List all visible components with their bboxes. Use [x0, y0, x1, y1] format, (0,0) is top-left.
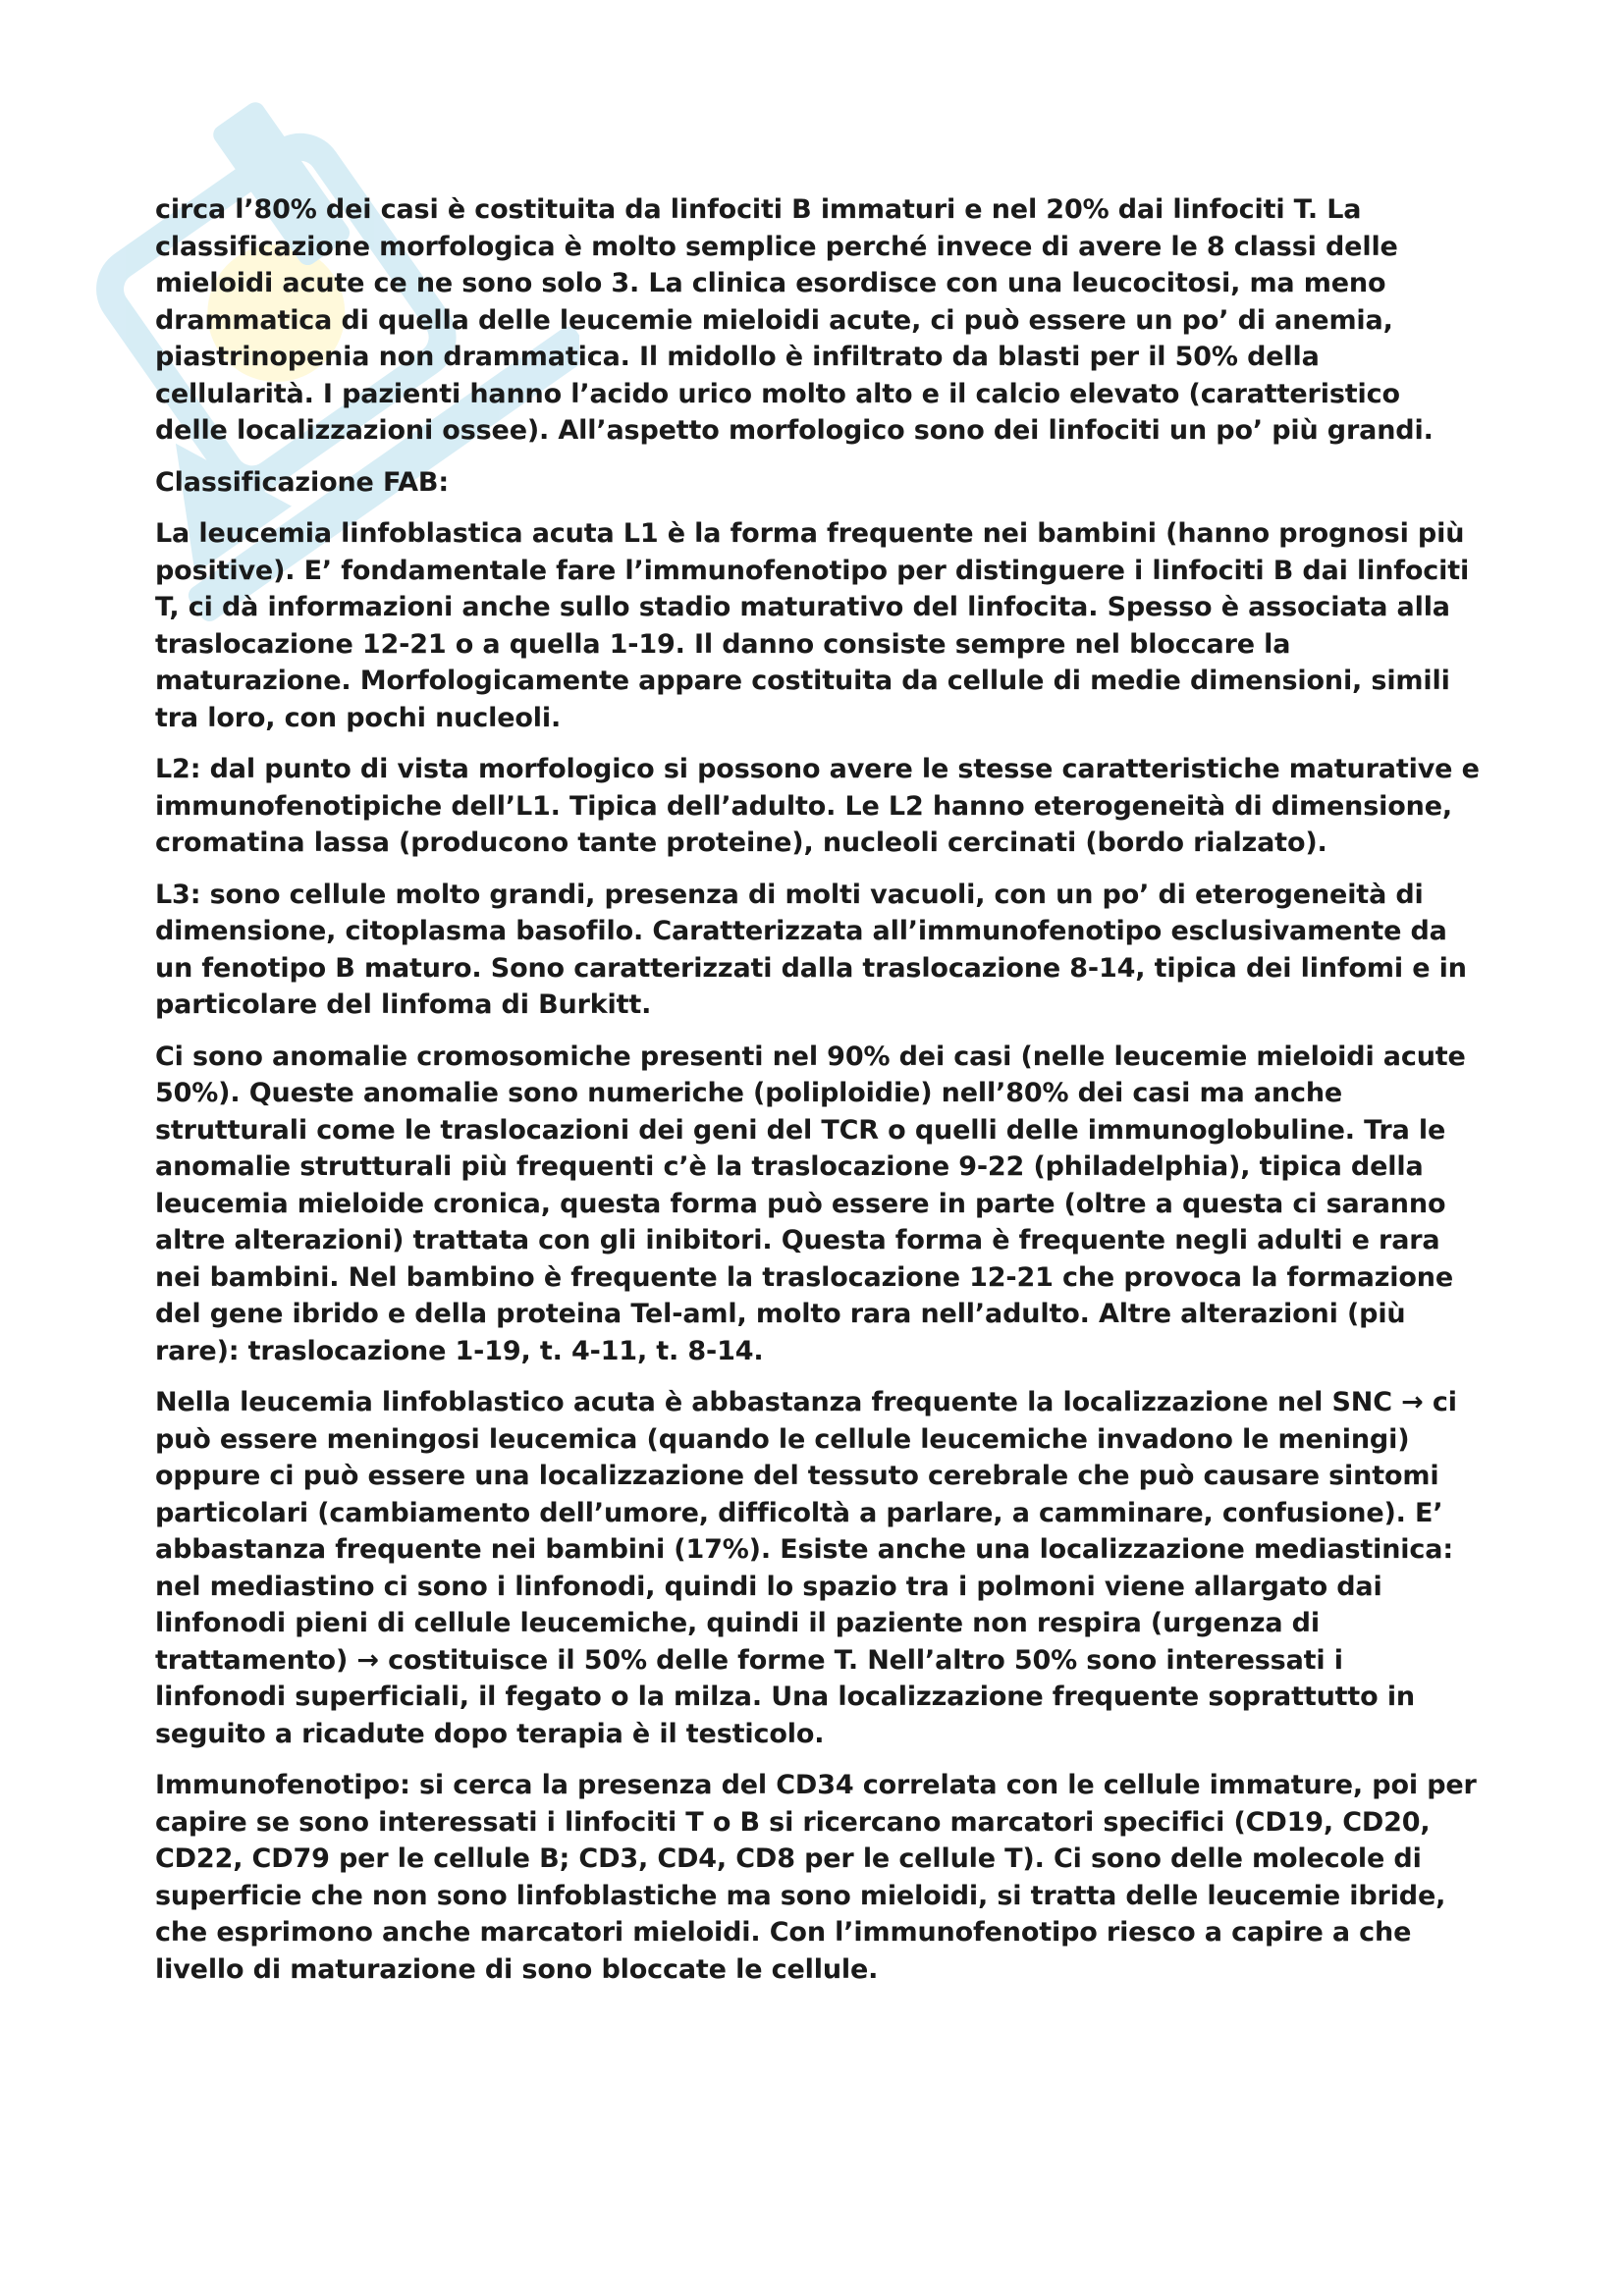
paragraph-fab-heading: Classificazione FAB: [155, 466, 449, 498]
paragraph-localization: Nella leucemia linfoblastico acuta è abbastanza frequente la localizzazione nel SNC → ci può essere meningosi leucemica (quando le cellule leucemiche invadono le meningi) oppure ci può essere una localizzazione del tessuto cerebrale che può causare sintomi particolari (cambiamento dell’umore, difficoltà a parlare, a camminare, confusione). E’ abbastanza frequente nei bambini (17%). Esiste anche una localizzazione mediastinica: nel mediastino ci sono i linfonodi, quindi lo spazio tra i polmoni viene allargato dai linfonodi pieni di cellule leucemiche, quindi il paziente non respira (urgenza di trattamento) → costituisce il 50% delle forme T. Nell’altro 50% sono interessati i linfonodi superficiali, il fegato o la milza. Una localizzazione frequente soprattutto in seguito a ricadute dopo terapia è il testicolo. [155, 1387, 1457, 1749]
paragraph-l1: La leucemia linfoblastica acuta L1 è la forma frequente nei bambini (hanno prognosi più positive). E’ fondamentale fare l’immunofenotipo per distinguere i linfociti B dai linfociti T, ci dà informazioni anche sullo stadio maturativo del linfocita. Spesso è associata alla traslocazione 12-21 o a quella 1-19. Il danno consiste sempre nel bloccare la maturazione. Morfologicamente appare costituita da cellule di medie dimensioni, simili tra loro, con pochi nucleoli. [155, 518, 1470, 733]
document-body [155, 191, 1481, 2002]
paragraph-chromosomal-anomalies: Ci sono anomalie cromosomiche presenti nel 90% dei casi (nelle leucemie mieloidi acute 50%). Queste anomalie sono numeriche (poliploidie) nell’80% dei casi ma anche strutturali come le traslocazioni dei geni del TCR o quelli delle immunoglobuline. Tra le anomalie strutturali più frequenti c’è la traslocazione 9-22 (philadelphia), tipica della leucemia mieloide cronica, questa forma può essere in parte (oltre a questa ci saranno altre alterazioni) trattata con gli inibitori. Questa forma è frequente negli adulti e rara nei bambini. Nel bambino è frequente la traslocazione 12-21 che provoca la formazione del gene ibrido e della proteina Tel-aml, molto rara nell’adulto. Altre alterazioni (più rare): traslocazione 1-19, t. 4-11, t. 8-14. [155, 1041, 1466, 1366]
paragraph-immunophenotype: Immunofenotipo: si cerca la presenza del CD34 correlata con le cellule immature, poi per capire se sono interessati i linfociti T o B si ricercano marcatori specifici (CD19, CD20, CD22, CD79 per le cellule B; CD3, CD4, CD8 per le cellule T). Ci sono delle molecole di superficie che non sono linfoblastiche ma sono mieloidi, si tratta delle leucemie ibride, che esprimono anche marcatori mieloidi. Con l’immunofenotipo riesco a capire a che livello di maturazione di sono bloccate le cellule. [155, 1770, 1477, 1985]
paragraph-l3: L3: sono cellule molto grandi, presenza di molti vacuoli, con un po’ di eterogeneità di dimensione, citoplasma basofilo. Caratterizzata all’immunofenotipo esclusivamente da un fenotipo B maturo. Sono caratterizzati dalla traslocazione 8-14, tipica dei linfomi e in particolare del linfoma di Burkitt. [155, 879, 1467, 1020]
paragraph-l2: L2: dal punto di vista morfologico si possono avere le stesse caratteristiche maturative e immunofenotipiche dell’L1. Tipica dell’adulto. Le L2 hanno eterogeneità di dimensione, cromatina lassa (producono tante proteine), nucleoli cercinati (bordo rialzato). [155, 754, 1480, 858]
paragraph-intro: circa l’80% dei casi è costituita da linfociti B immaturi e nel 20% dai linfociti T. La classificazione morfologica è molto semplice perché invece di avere le 8 classi delle mieloidi acute ce ne sono solo 3. La clinica esordisce con una leucocitosi, ma meno drammatica di quella delle leucemie mieloidi acute, ci può essere un po’ di anemia, piastrinopenia non drammatica. Il midollo è infiltrato da blasti per il 50% della cellularità. I pazienti hanno l’acido urico molto alto e il calcio elevato (caratteristico delle localizzazioni ossee). All’aspetto morfologico sono dei linfociti un po’ più grandi. [155, 194, 1434, 446]
